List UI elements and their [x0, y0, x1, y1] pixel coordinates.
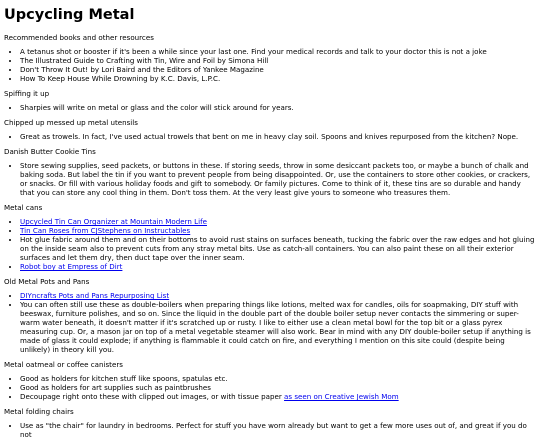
list-item: • Don't Throw It Out! by Lori Baird and the Editors of Yankee Magazine	[20, 65, 536, 74]
link-tin-can-roses[interactable]: Tin Can Roses from CJStephens on Instructables	[20, 226, 191, 235]
section-heading: Metal oatmeal or coffee canisters	[4, 360, 123, 369]
list	[4, 374, 536, 401]
section-heading: Danish Butter Cookie Tins	[4, 147, 96, 156]
link-tin-can-organizer[interactable]: Upcycled Tin Can Organizer at Mountain Modern Life	[20, 217, 207, 226]
list	[4, 217, 536, 271]
section-pots-pans	[4, 277, 536, 354]
list-item: • A tetanus shot or booster if it's been a while since your last one. Find your medical records and talk to your doctor this is not a joke	[20, 47, 536, 56]
section-cookie-tins	[4, 147, 536, 197]
link-creative-jewish-mom[interactable]: as seen on Creative Jewish Mom	[284, 392, 399, 401]
list	[4, 132, 536, 141]
page	[4, 6, 536, 445]
section-canisters	[4, 360, 536, 401]
section-heading: Metal cans	[4, 203, 43, 212]
list-item: • Great as trowels. In fact, I've used actual trowels that bent on me in heavy clay soil. Spoons and knives repurposed from the kitchen? Nope.	[20, 132, 536, 141]
list	[4, 421, 536, 439]
section-spiffing	[4, 89, 536, 112]
link-diyncrafts[interactable]: DIYncrafts Pots and Pans Repurposing List	[20, 291, 170, 300]
list-item: • Sharpies will write on metal or glass and the color will stick around for years.	[20, 103, 536, 112]
page-title: Upcycling Metal	[4, 7, 135, 23]
list-item	[20, 291, 536, 300]
list-item: • Good as holders for kitchen stuff like spoons, spatulas etc.	[20, 374, 536, 383]
list-item	[20, 226, 536, 235]
list	[4, 161, 536, 197]
list-item: • The Illustrated Guide to Crafting with Tin, Wire and Foil by Simona Hill	[20, 56, 536, 65]
section-folding-chairs	[4, 407, 536, 439]
list-item: • Good as holders for art supplies such as paintbrushes	[20, 383, 536, 392]
decoupage-text: Decoupage right onto these with clipped out images, or with tissue paper	[20, 392, 285, 401]
list	[4, 103, 536, 112]
list-item	[20, 392, 536, 401]
list-item: • Hot glue fabric around them and on their bottoms to avoid rust stains on surfaces beneath, tucking the fabric over the raw edges and hot gluing on the inside seam also to prevent cuts from any stray metal bits. Use as catch-all containers. You can also paint these on all their exterior surfaces and let them dry, then duct tape over the inner seam.	[20, 235, 536, 262]
list	[4, 47, 536, 83]
section-utensils	[4, 118, 536, 141]
list-item: • Use as "the chair" for laundry in bedrooms. Perfect for stuff you have worn already but want to get a few more uses out of, and great if you do not	[20, 421, 536, 439]
list-item	[20, 217, 536, 226]
section-resources	[4, 33, 536, 83]
section-heading: Chipped up messed up metal utensils	[4, 118, 138, 127]
section-heading: Spiffing it up	[4, 89, 50, 98]
list	[4, 291, 536, 354]
list-item: • Store sewing supplies, seed packets, or buttons in these. If storing seeds, throw in some desiccant packets too, or maybe a bunch of chalk and baking soda. But label the tin if you want to prevent people from being disappointed. Or, use the containers to store other cookies, or crackers, or snacks. Or fill with various holiday foods and gift to somebody. Or family pictures. Come to think of it, these tins are so durable and handy that you can store any cool thing in them. Don't toss them. At the very least give yours to someone who treasures them.	[20, 161, 536, 197]
section-heading: Recommended books and other resources	[4, 33, 154, 42]
list-item: • You can often still use these as double-boilers when preparing things like lotions, melted wax for candles, oils for soapmaking, DIY stuff with beeswax, furniture polishes, and so on. Since the liquid in the double part of the double boiler setup never contacts the simmering or super-warm water beneath, it doesn't matter if it's scratched up or rusty. I like to either use a clean metal bowl for the top bit or a glass pyrex measuring cup. Or, a mason jar on top of a metal vegetable steamer will also work. Bear in mind with any DIY double-boiler setup if anything is made of glass it could explode; if anything is flammable it could catch on fire, and everything I mention on this site could (despite being unlikely) in theory kill you.	[20, 300, 536, 354]
list-item	[20, 262, 536, 271]
section-heading: Metal folding chairs	[4, 407, 74, 416]
section-heading: Old Metal Pots and Pans	[4, 277, 90, 286]
section-metal-cans	[4, 203, 536, 271]
list-item: • How To Keep House While Drowning by K.C. Davis, L.P.C.	[20, 74, 536, 83]
link-robot-boy[interactable]: Robot boy at Empress of Dirt	[20, 262, 123, 271]
